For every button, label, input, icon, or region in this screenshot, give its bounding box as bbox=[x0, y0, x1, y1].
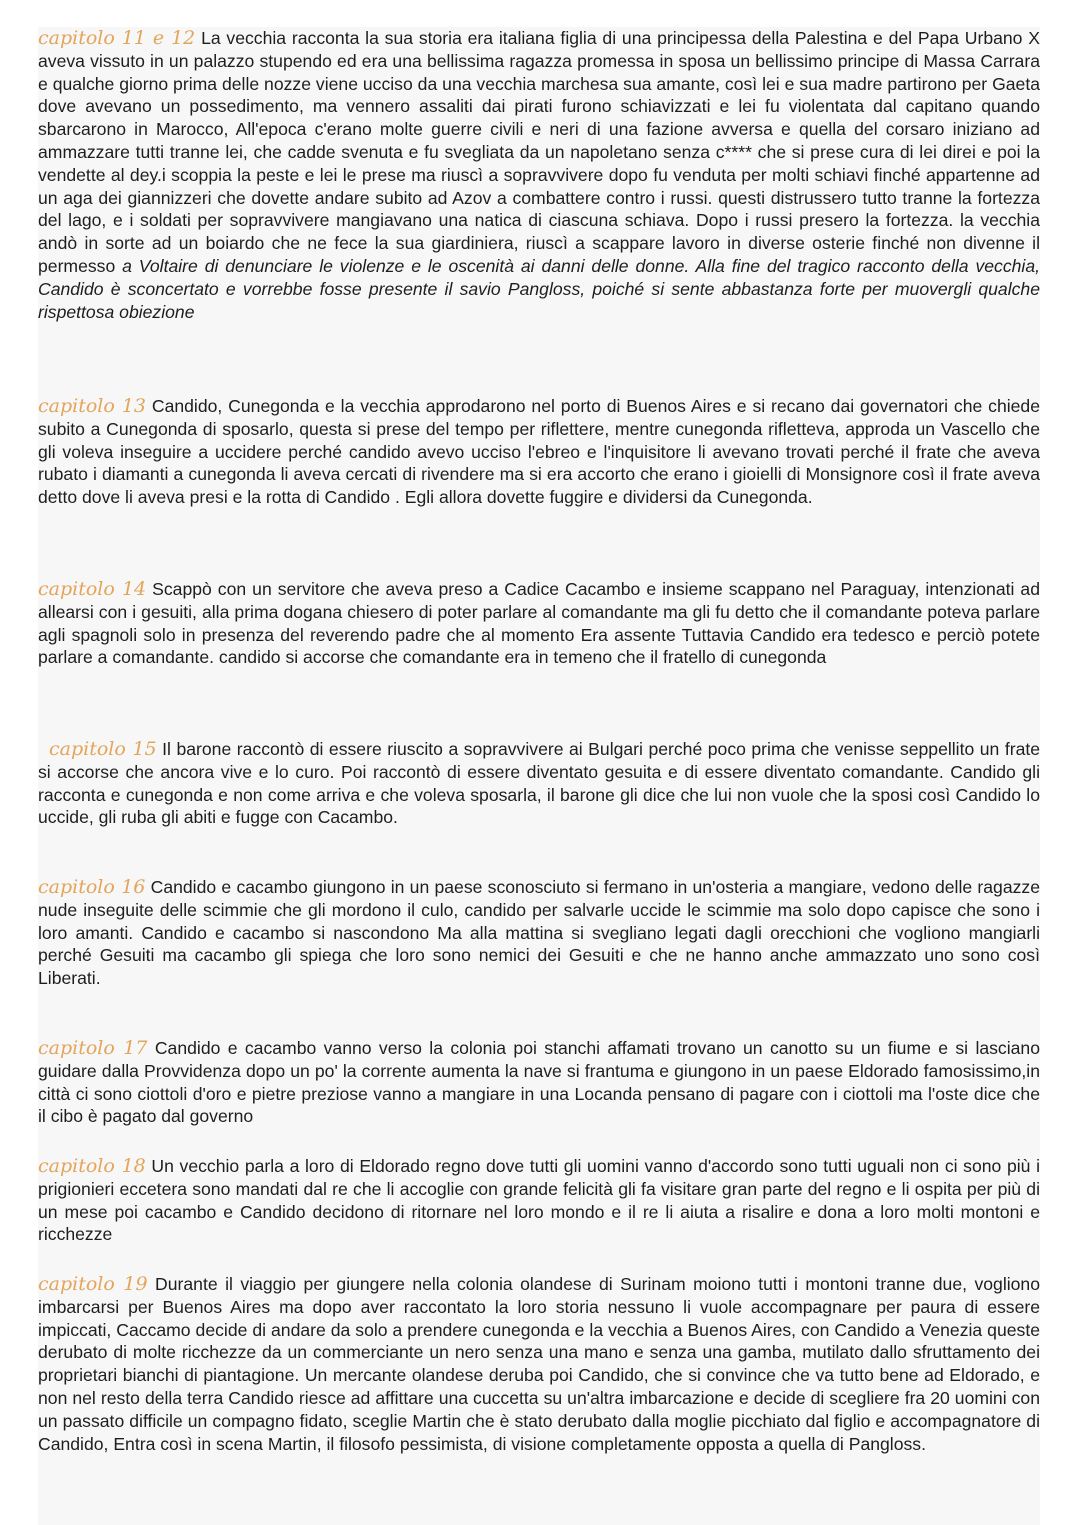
chapter-label: capitolo 19 bbox=[38, 1273, 148, 1295]
chapter-label: capitolo 11 e 12 bbox=[38, 27, 196, 49]
chapter-17-paragraph bbox=[38, 1037, 1040, 1128]
chapter-text: Candido, Cunegonda e la vecchia approdarono nel porto di Buenos Aires e si recano dai governatori che chiede subito a Cunegonda di sposarlo, questa si prese del tempo per riflettere, mentre cunegonda rifletteva, approda un Vascello che gli voleva inseguire a uccidere perché candido avevo ucciso l'ebreo e l'inquisitore li avevano trovati perché il frate che aveva rubato i diamanti a cunegonda li aveva cercati di rivendere ma si era accorto che erano i gioielli di Monsignore così il frate aveva detto dove li aveva presi e la rotta di Candido . Egli allora dovette fuggire e dividersi da Cunegonda. bbox=[38, 396, 1040, 508]
chapter-16-paragraph bbox=[38, 876, 1040, 990]
chapter-text: Il barone raccontò di essere riuscito a sopravvivere ai Bulgari perché poco prima che venisse seppellito un frate si accorse che ancora vive e lo curo. Poi raccontò di essere diventato gesuita e di essere diventato comandante. Candido gli racconta e cunegonda e non come arriva e che voleva sposarla, il barone gli dice che lui non vuole che la sposi così Candido lo uccide, gli ruba gli abiti e fugge con Cacambo. bbox=[38, 739, 1041, 828]
chapter-19-paragraph bbox=[38, 1273, 1040, 1455]
chapter-14-paragraph bbox=[38, 578, 1040, 669]
chapter-label: capitolo 14 bbox=[38, 578, 147, 600]
chapter-18-paragraph bbox=[38, 1155, 1040, 1246]
chapter-label: capitolo 15 bbox=[49, 738, 157, 760]
chapter-text: Un vecchio parla a loro di Eldorado regno dove tutti gli uomini vanno d'accordo sono tutti uguali non ci sono più i prigionieri eccetera sono mandati dal re che li accoglie con grande felicità gli fa visitare gran parte del regno e li ospita per più di un mese poi cacambo e Candido decidono di ritornare nel loro mondo e il re li aiuta a risalire e dona a loro molti montoni e ricchezze bbox=[38, 1156, 1040, 1245]
chapter-text: Scappò con un servitore che aveva preso a Cadice Cacambo e insieme scappano nel Paraguay, intenzionati ad allearsi con i gesuiti, alla prima dogana chiesero di poter parlare al comandante ma gli fu detto che il comandante poteva parlare agli spagnoli solo in presenza del reverendo padre che al momento Era assente Tuttavia Candido era tedesco e perciò potete parlare a comandante. candido si accorse che comandante era in temeno che il fratello di cunegonda bbox=[38, 579, 1040, 668]
chapter-label: capitolo 16 bbox=[38, 876, 146, 898]
chapter-text: Durante il viaggio per giungere nella colonia olandese di Surinam moiono tutti i montoni tranne due, vogliono imbarcarsi per Buenos Aires ma dopo aver raccontato la loro storia nessuno li vuole accompagnare per paura di essere impiccati, Caccamo decide di andare da solo a prendere cunegonda e la vecchia a Buenos Aires, con Candido a Venezia queste derubato di molte ricchezze da un commerciante un nero senza una mano e senza una gamba, mutilato dallo sfruttamento dei proprietari bianchi di piantagione. Un mercante olandese deruba poi Candido, che si convince che va tutto bene ad Eldorado, e non nel resto della terra Candido riesce ad affittare una cuccetta su un'altra imbarcazione e decide di scegliere fra 20 uomini con un passato difficile un compagno fidato, sceglie Martin che è stato derubato dalla moglie picchiato dal figlio e accompagnatore di Candido, Entra così in scena Martin, il filosofo pessimista, di visione completamente opposta a quella di Pangloss. bbox=[38, 1274, 1041, 1454]
chapter-text: La vecchia racconta la sua storia era italiana figlia di una principessa della Palestina e del Papa Urbano X aveva vissuto in un palazzo stupendo ed era una bellissima ragazza promessa in sposa un bellissimo principe di Massa Carrara e qualche giorno prima delle nozze viene ucciso da una vecchia marchesa sua amante, così lei e sua madre partirono per Gaeta dove avevano un possedimento, ma vennero assaliti dai pirati furono schiavizzati e lei fu violentata dal capitano quando sbarcarono in Marocco, All'epoca c'erano molte guerre civili e neri di una fazione avversa e quella del corsaro iniziano ad ammazzare tutti tranne lei, che cadde svenuta e fu svegliata da un napoletano senza c**** che si prese cura di lei direi e poi la vendette al dey.i scoppia la peste e lei le prese ma riuscì a sopravvivere dopo fu venduta per molti schiavi finché appartenne ad un aga dei giannizzeri che dovette andare subito ad Azov a combattere contro i russi. questi distrussero tutto tranne la fortezza del lago, e i soldati per sopravvivere mangiavano una natica di ciascuna schiava. Dopo i russi presero la fortezza. la vecchia andò in sorte ad un boiardo che ne fece la sua giardiniera, riuscì a scappare lavoro in diverse osterie finché non divenne il permesso bbox=[38, 28, 1040, 276]
document-page bbox=[38, 27, 1040, 1525]
chapter-13-paragraph bbox=[38, 395, 1040, 509]
chapter-italic-text: a Voltaire di denunciare le violenze e le oscenità ai danni delle donne. Alla fine del tragico racconto della vecchia, Candido è sconcertato e vorrebbe fosse presente il savio Pangloss, poiché si sente abbastanza forte per muovergli qualche rispettosa obiezione bbox=[38, 255, 1041, 322]
chapter-11-12-paragraph bbox=[38, 27, 1040, 323]
chapter-text: Candido e cacambo giungono in un paese sconosciuto si fermano in un'osteria a mangiare, vedono delle ragazze nude inseguite delle scimmie che gli mordono il culo, candido per salvarle uccide le scimmie ma solo dopo capisce che sono i loro amanti. Candido e cacambo si nascondono Ma alla mattina si svegliano legati dagli orecchioni che vogliono mangiarli perché Gesuiti ma cacambo gli spiega che loro sono nemici dei Gesuiti e che ne hanno anche ammazzato uno sono così Liberati. bbox=[38, 877, 1040, 989]
chapter-label: capitolo 13 bbox=[38, 395, 146, 417]
chapter-15-paragraph bbox=[38, 738, 1040, 829]
chapter-label: capitolo 17 bbox=[38, 1037, 148, 1059]
chapter-text: Candido e cacambo vanno verso la colonia poi stanchi affamati trovano un canotto su un fiume e si lasciano guidare dalla Provvidenza dopo un po' la corrente aumenta la nave si frantuma e giungono in un paese Eldorado famosissimo,in città ci sono ciottoli d'oro e pietre preziose vanno a mangiare in una Locanda pensano di pagare con i ciottoli ma l'oste dice che il cibo è pagato dal governo bbox=[38, 1038, 1040, 1127]
chapter-label: capitolo 18 bbox=[38, 1155, 146, 1177]
